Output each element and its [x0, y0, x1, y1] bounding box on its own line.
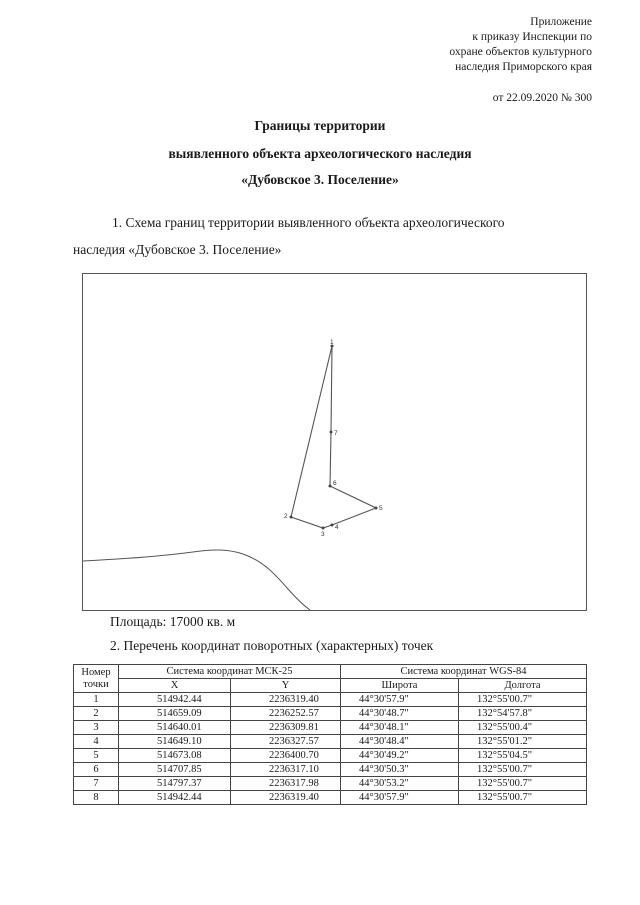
vertex-label-6: 6 [333, 480, 337, 487]
vertex-3-dot [322, 527, 325, 530]
x-header: X [119, 679, 231, 693]
table-row [74, 791, 587, 805]
latitude-cell: 44°30'50.3" [341, 763, 459, 777]
longitude-cell: 132°55'00.7" [459, 763, 587, 777]
title-line-3: «Дубовское 3. Поселение» [241, 172, 399, 187]
vertex-label-2: 2 [284, 513, 288, 520]
title-line-1: Границы территории [254, 118, 386, 133]
longitude-header: Долгота [459, 679, 587, 693]
point-number-cell: 6 [74, 763, 119, 777]
vertex-label-5: 5 [379, 505, 383, 512]
latitude-cell: 44°30'53.2" [341, 777, 459, 791]
x-cell: 514640.01 [119, 721, 231, 735]
x-cell: 514707.85 [119, 763, 231, 777]
scheme-svg [83, 274, 586, 610]
section1-line-1: 1. Схема границ территории выявленного объекта археологического [112, 215, 505, 230]
appendix-line-2: к приказу Инспекции по [472, 31, 592, 43]
vertex-label-7: 7 [334, 430, 338, 437]
y-header: Y [231, 679, 341, 693]
boundary-polygon [291, 346, 376, 528]
vertex-5-dot [375, 507, 378, 510]
table-subheader-row [74, 679, 587, 693]
table-header-row [74, 665, 587, 679]
y-cell: 2236319.40 [231, 791, 341, 805]
point-number-header-line-2: точки [83, 678, 109, 690]
longitude-cell: 132°55'01.2" [459, 735, 587, 749]
point-number-cell: 1 [74, 693, 119, 707]
table-row [74, 721, 587, 735]
area-text: Площадь: 17000 кв. м [110, 614, 236, 629]
vertex-label-4: 4 [335, 524, 339, 531]
title-line-2: выявленного объекта археологического наследия [168, 146, 472, 161]
point-number-header [74, 665, 119, 693]
wgs-header: Система координат WGS-84 [341, 665, 587, 679]
order-date: от 22.09.2020 № 300 [492, 92, 592, 104]
x-cell: 514649.10 [119, 735, 231, 749]
vertex-label-3: 3 [321, 531, 325, 538]
y-cell: 2236400.70 [231, 749, 341, 763]
table-row [74, 763, 587, 777]
vertex-6-dot [329, 485, 332, 488]
point-number-cell: 2 [74, 707, 119, 721]
longitude-cell: 132°55'04.5" [459, 749, 587, 763]
latitude-cell: 44°30'49.2" [341, 749, 459, 763]
longitude-cell: 132°54'57.8" [459, 707, 587, 721]
point-number-cell: 7 [74, 777, 119, 791]
y-cell: 2236252.57 [231, 707, 341, 721]
latitude-cell: 44°30'57.9" [341, 693, 459, 707]
table-row [74, 707, 587, 721]
y-cell: 2236317.98 [231, 777, 341, 791]
longitude-cell: 132°55'00.7" [459, 791, 587, 805]
x-cell: 514942.44 [119, 693, 231, 707]
latitude-cell: 44°30'48.1" [341, 721, 459, 735]
point-number-cell: 5 [74, 749, 119, 763]
coordinates-table-body [74, 693, 587, 805]
vertex-7-dot [330, 431, 333, 434]
vertex-4-dot [331, 524, 334, 527]
section1-line-2: наследия «Дубовское 3. Поселение» [73, 242, 282, 257]
shoreline-line [83, 550, 310, 610]
point-number-header-line-1: Номер [81, 666, 111, 678]
boundary-scheme [82, 273, 587, 611]
coordinates-table [73, 664, 587, 805]
table-row [74, 735, 587, 749]
vertex-2-dot [290, 516, 293, 519]
point-number-cell: 8 [74, 791, 119, 805]
y-cell: 2236317.10 [231, 763, 341, 777]
x-cell: 514942.44 [119, 791, 231, 805]
appendix-line-1: Приложение [530, 16, 592, 28]
x-cell: 514797.37 [119, 777, 231, 791]
y-cell: 2236309.81 [231, 721, 341, 735]
y-cell: 2236327.57 [231, 735, 341, 749]
table-row [74, 749, 587, 763]
x-cell: 514659.09 [119, 707, 231, 721]
table-row [74, 693, 587, 707]
msk-header: Система координат МСК-25 [119, 665, 341, 679]
latitude-cell: 44°30'57.9" [341, 791, 459, 805]
point-number-cell: 3 [74, 721, 119, 735]
point-number-cell: 4 [74, 735, 119, 749]
longitude-cell: 132°55'00.4" [459, 721, 587, 735]
x-cell: 514673.08 [119, 749, 231, 763]
latitude-cell: 44°30'48.7" [341, 707, 459, 721]
y-cell: 2236319.40 [231, 693, 341, 707]
appendix-line-3: охране объектов культурного [449, 46, 592, 58]
section2-heading: 2. Перечень координат поворотных (характерных) точек [110, 638, 434, 653]
appendix-line-4: наследия Приморского края [455, 61, 592, 73]
vertex-label-1: 1 [330, 339, 334, 346]
latitude-header: Широта [341, 679, 459, 693]
table-row [74, 777, 587, 791]
latitude-cell: 44°30'48.4" [341, 735, 459, 749]
longitude-cell: 132°55'00.7" [459, 777, 587, 791]
longitude-cell: 132°55'00.7" [459, 693, 587, 707]
